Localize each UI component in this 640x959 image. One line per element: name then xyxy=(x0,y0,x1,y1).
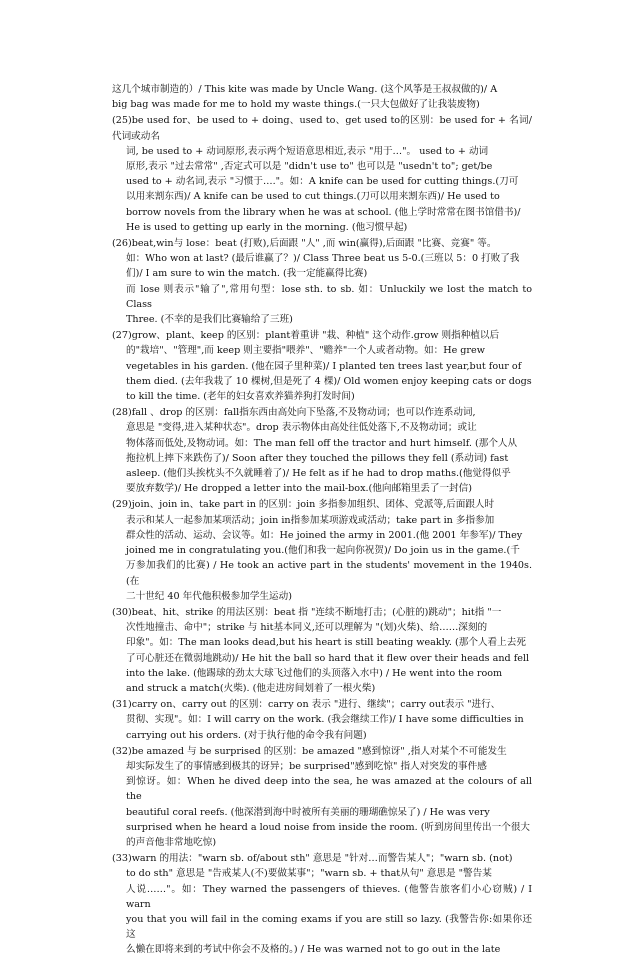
entry-29 xyxy=(112,497,532,603)
text-line: (33)warn 的用法："warn sb. of/about sth" 意思是 "针对…而警告某人"；"warn sb. (not) xyxy=(112,853,513,865)
text-line: 次性地撞击、命中"；strike 与 hit基本同义,还可以理解为 "(划)火柴)、给……深刻的 xyxy=(126,622,488,634)
text-line: 印象"。如：The man looks dead,but his heart is still beating weakly. (那个人看上去死 xyxy=(126,637,526,649)
text-line: (30)beat、hit、strike 的用法区别：beat 指 "连续不断地打击；(心脏的)跳动"；hit指 "一 xyxy=(112,606,502,618)
text-line: Three. (不幸的是我们比赛输给了三班) xyxy=(126,314,293,326)
entry-31 xyxy=(112,697,532,743)
text-line: them died. (去年我栽了 10 棵树,但是死了 4 棵)/ Old women enjoy keeping cats or dogs xyxy=(126,375,532,387)
entry-25 xyxy=(112,113,532,235)
text-line: borrow novels from the library when he was at school. (他上学时常常在图书馆借书)/ xyxy=(126,206,521,218)
text-line: (25)be used for、be used to + doing、used to、get used to的区别：be used for + 名词/代词或动名 xyxy=(112,115,532,142)
text-line: 的声音他非常地吃惊) xyxy=(126,836,217,848)
intro-paragraph xyxy=(112,82,532,112)
text-line: (27)grow、plant、keep 的区别：plant着重讲 "栽、种植" 这个动作.grow 则指种植以后 xyxy=(112,330,500,342)
text-line: 们)/ I am sure to win the match. (我一定能赢得比赛) xyxy=(126,268,368,280)
text-line: big bag was made for me to hold my waste things.(一只大包做好了让我装废物) xyxy=(112,99,480,111)
entry-28 xyxy=(112,405,532,496)
text-line: used to + 动名词,表示 "习惯于…."。如：A knife can be used for cutting things.(刀可 xyxy=(126,176,519,188)
text-line: 群众性的活动、运动、会议等。如：He joined the army in 2001.(他 2001 年参军)/ They xyxy=(126,529,523,541)
text-line: asleep. (他们头挨枕头不久就睡着了)/ He felt as if he had to drop maths.(他觉得似乎 xyxy=(126,468,511,480)
text-line: 要放弃数学)/ He dropped a letter into the mail-box.(他向邮箱里丢了一封信) xyxy=(126,483,472,495)
text-line: 么懒在即将来到的考试中你会不及格的。) / He was warned not to go out in the late xyxy=(126,944,501,956)
text-line: 意思是 "变得,进入某种状态"。drop 表示物体由高处往低处落下,不及物动词；或让 xyxy=(126,422,477,434)
text-line: to do sth" 意思是 "告戒某人(不)要做某事"；"warn sb. + that从句" 意思是 "警告某 xyxy=(126,868,492,880)
text-line: you that you will fail in the coming exams if you are still so lazy. (我警告你:如果你还这 xyxy=(126,913,532,941)
text-line: 人说……"。如：They warned the passengers of thieves. (他警告旅客们小心窃贼) / I warn xyxy=(126,883,532,910)
text-line: 如：Who won at last? (最后谁赢了？)/ Class Three beat us 5-0.(三班以 5：0 打败了我 xyxy=(126,253,520,265)
text-line: vegetables in his garden. (他在园子里种菜)/ I planted ten trees last year,but four of xyxy=(126,360,522,372)
text-line: (26)beat,win与 lose：beat (打败),后面跟 "人" ,而 win(赢得),后面跟 "比赛、竞赛" 等。 xyxy=(112,238,497,250)
text-line: 贯彻、实现"。如：I will carry on the work. (我会继续工作)/ I have some difficulties in xyxy=(126,714,524,726)
text-line: (32)be amazed 与 be surprised 的区别：be amazed "感到惊讶" ,指人对某个不可能发生 xyxy=(112,745,507,757)
entry-26 xyxy=(112,236,532,327)
text-line: surprised when he heard a loud noise from inside the room. (听到房间里传出一个很大 xyxy=(126,821,531,833)
entry-32 xyxy=(112,744,532,850)
text-line: 了可心脏还在微弱地跳动)/ He hit the ball so hard that it flew over their heads and fell xyxy=(126,652,530,664)
entry-27 xyxy=(112,328,532,404)
entry-30 xyxy=(112,605,532,696)
text-line: 二十世纪 40 年代他积极参加学生运动) xyxy=(126,590,292,602)
text-line: 这几个城市制造的）/ This kite was made by Uncle Wang. (这个风筝是王叔叔做的)/ A xyxy=(112,84,498,95)
text-line: into the lake. (他踢球的劲太大球飞过他们的头顶落入水中) / He went into the room xyxy=(126,667,503,679)
text-line: 却实际发生了的事情感到极其的讶异；be surprised"感到吃惊" 指人对突发的事件感 xyxy=(126,760,487,772)
document-body xyxy=(112,82,532,959)
text-line: 拖拉机上摔下来跌伤了)/ Soon after they touched the pillows they fell (系动词) fast xyxy=(126,452,509,464)
text-line: joined me in congratulating you.(他们和我一起向你祝贺)/ Do join us in the game.(千 xyxy=(126,545,520,557)
text-line: beautiful coral reefs. (他深潜到海中时被所有美丽的珊瑚礁惊呆了) / He was very xyxy=(126,806,490,818)
text-line: (31)carry on、carry out 的区别：carry on 表示 "进行、继续"；carry out表示 "进行、 xyxy=(112,699,501,711)
text-line: and struck a match(火柴). (他走进房间划着了一根火柴) xyxy=(126,682,376,694)
text-line: 物体落而低处,及物动词。如：The man fell off the tractor and hurt himself. (那个人从 xyxy=(126,437,518,449)
text-line: 而 lose 则表示"输了",常用句型：lose sth. to sb. 如：Unluckily we lost the match to Class xyxy=(126,283,532,310)
text-line: 万参加我们的比赛) / He took an active part in the students' movement in the 1940s.(在 xyxy=(126,560,532,587)
text-line: 的"栽培"、"管理",而 keep 则主要指"喂养"、"赡养"一个人或者动物。如：He grew xyxy=(126,345,485,357)
text-line: 词, be used to + 动词原形,表示两个短语意思相近,表示 "用于…"。 used to + 动词 xyxy=(126,145,489,157)
text-line: (28)fall 、drop 的区别：fall指东西由高处向下坠落,不及物动词；也可以作连系动词, xyxy=(112,407,476,419)
text-line: 以用来割东西)/ A knife can be used to cut things.(刀可以用来割东西)/ He used to xyxy=(126,191,500,203)
text-line: carrying out his orders. (对于执行他的命令我有问题) xyxy=(126,729,367,741)
text-line: He is used to getting up early in the morning. (他习惯早起) xyxy=(126,221,408,233)
text-line: 原形,表示 "过去常常" ,否定式可以是 "didn't use to" 也可以是 "usedn't to"; get/be xyxy=(126,161,493,173)
text-line: 到惊讶。如：When he dived deep into the sea, he was amazed at the colours of all the xyxy=(126,776,532,803)
text-line: (29)join、join in、take part in 的区别：join 多指参加组织、团体、党派等,后面跟人时 xyxy=(112,499,495,511)
entry-33 xyxy=(112,851,532,957)
text-line: to kill the time. (老年的妇女喜欢养猫养狗打发时间) xyxy=(126,391,355,403)
text-line: 表示和某人一起参加某项活动；join in指参加某项游戏或活动；take part in 多指参加 xyxy=(126,514,495,526)
